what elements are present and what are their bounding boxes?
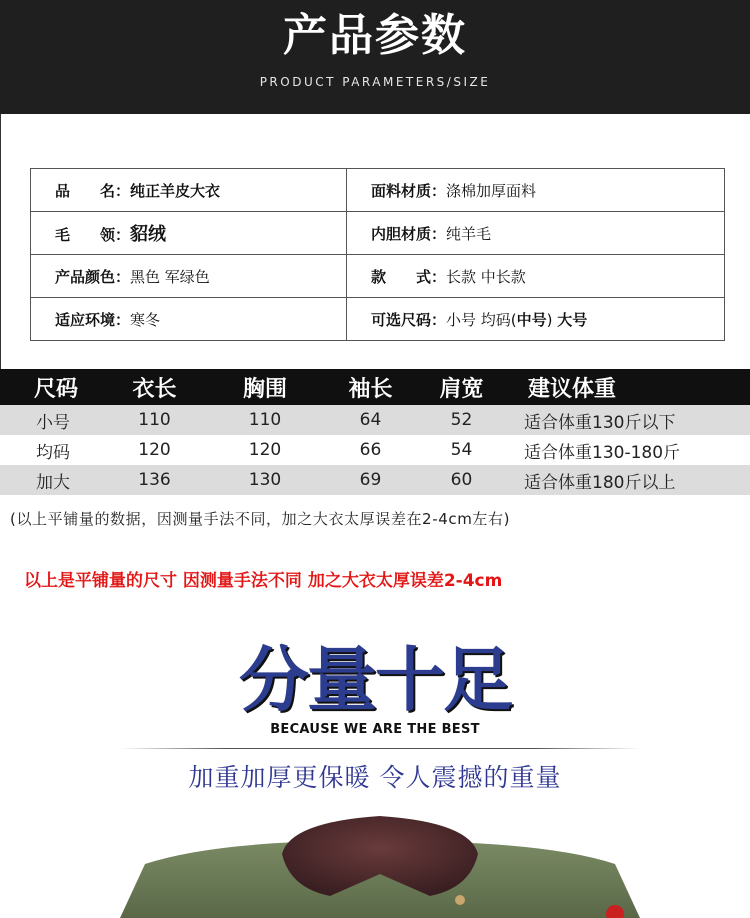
param-value: 纯羊毛	[446, 224, 492, 243]
size-header-cell: 建议体重	[506, 369, 750, 405]
param-value: 长款 中长款	[446, 267, 526, 286]
size-header-cell: 肩宽	[417, 369, 506, 405]
size-cell: 110	[206, 405, 324, 435]
coat-image	[0, 802, 750, 918]
promo-section	[0, 622, 750, 918]
param-cell	[347, 212, 725, 255]
header-banner	[0, 0, 750, 114]
param-cell	[347, 255, 725, 298]
param-label: 面料材质：	[371, 181, 447, 200]
size-header-cell: 尺码	[0, 369, 103, 405]
product-parameters-table	[30, 168, 725, 341]
size-option-bold: 中号	[516, 310, 547, 329]
size-cell: 120	[103, 435, 206, 465]
param-label: 品 名：	[55, 181, 131, 200]
param-label: 可选尺码：	[371, 310, 447, 329]
size-chart-row	[0, 405, 750, 435]
promo-subtitle: 加重加厚更保暖 令人震撼的重量	[188, 763, 562, 792]
measurement-note: (以上平铺量的数据，因测量手法不同，加之大衣太厚误差在2-4cm左右)	[10, 510, 511, 528]
promo-divider	[120, 748, 640, 749]
promo-tagline: BECAUSE WE ARE THE BEST	[270, 722, 480, 737]
size-cell: 适合体重180斤以上	[506, 465, 750, 495]
param-value: 涤棉加厚面料	[446, 181, 537, 200]
param-cell	[31, 212, 347, 255]
size-chart-table	[0, 369, 750, 495]
size-cell: 66	[324, 435, 417, 465]
param-cell	[31, 255, 347, 298]
size-header-cell: 袖长	[324, 369, 417, 405]
param-value: 黑色 军绿色	[130, 267, 210, 286]
size-cell: 64	[324, 405, 417, 435]
param-row	[31, 169, 725, 212]
param-cell	[31, 169, 347, 212]
promo-slogan: 分量十足	[239, 639, 511, 721]
size-option-bold: 大号	[557, 310, 588, 329]
param-cell	[347, 298, 725, 341]
size-cell: 69	[324, 465, 417, 495]
header-subtitle: PRODUCT PARAMETERS/SIZE	[259, 75, 491, 89]
size-option-text: 小号 均码(	[446, 310, 517, 329]
param-value-sizes	[446, 311, 587, 329]
size-chart-row	[0, 435, 750, 465]
size-chart-row	[0, 465, 750, 495]
param-row	[31, 212, 725, 255]
param-cell	[31, 298, 347, 341]
red-measurement-note: 以上是平铺量的尺寸 因测量手法不同 加之大衣太厚误差2-4cm	[24, 571, 503, 591]
param-row	[31, 298, 725, 341]
size-cell: 适合体重130-180斤	[506, 435, 750, 465]
size-header-cell: 胸围	[206, 369, 324, 405]
header-title: 产品参数	[283, 10, 467, 61]
size-cell: 130	[206, 465, 324, 495]
size-cell: 110	[103, 405, 206, 435]
left-border-line	[0, 114, 1, 369]
size-cell: 小号	[0, 405, 103, 435]
param-label: 毛 领：	[55, 226, 131, 244]
size-cell: 120	[206, 435, 324, 465]
param-cell	[347, 169, 725, 212]
param-label: 适应环境：	[55, 310, 131, 329]
param-value: 寒冬	[130, 310, 161, 329]
param-value: 貂绒	[130, 224, 167, 245]
param-label: 产品颜色：	[55, 267, 131, 286]
size-option-text: )	[546, 310, 558, 329]
size-cell: 加大	[0, 465, 103, 495]
size-cell: 52	[417, 405, 506, 435]
size-header-cell: 衣长	[103, 369, 206, 405]
size-cell: 54	[417, 435, 506, 465]
size-cell: 适合体重130斤以下	[506, 405, 750, 435]
param-label: 款 式：	[371, 267, 447, 286]
size-cell: 60	[417, 465, 506, 495]
size-cell: 均码	[0, 435, 103, 465]
size-chart-header-row	[0, 369, 750, 405]
param-row	[31, 255, 725, 298]
size-cell: 136	[103, 465, 206, 495]
param-label: 内胆材质：	[371, 224, 447, 243]
param-value: 纯正羊皮大衣	[130, 181, 221, 200]
